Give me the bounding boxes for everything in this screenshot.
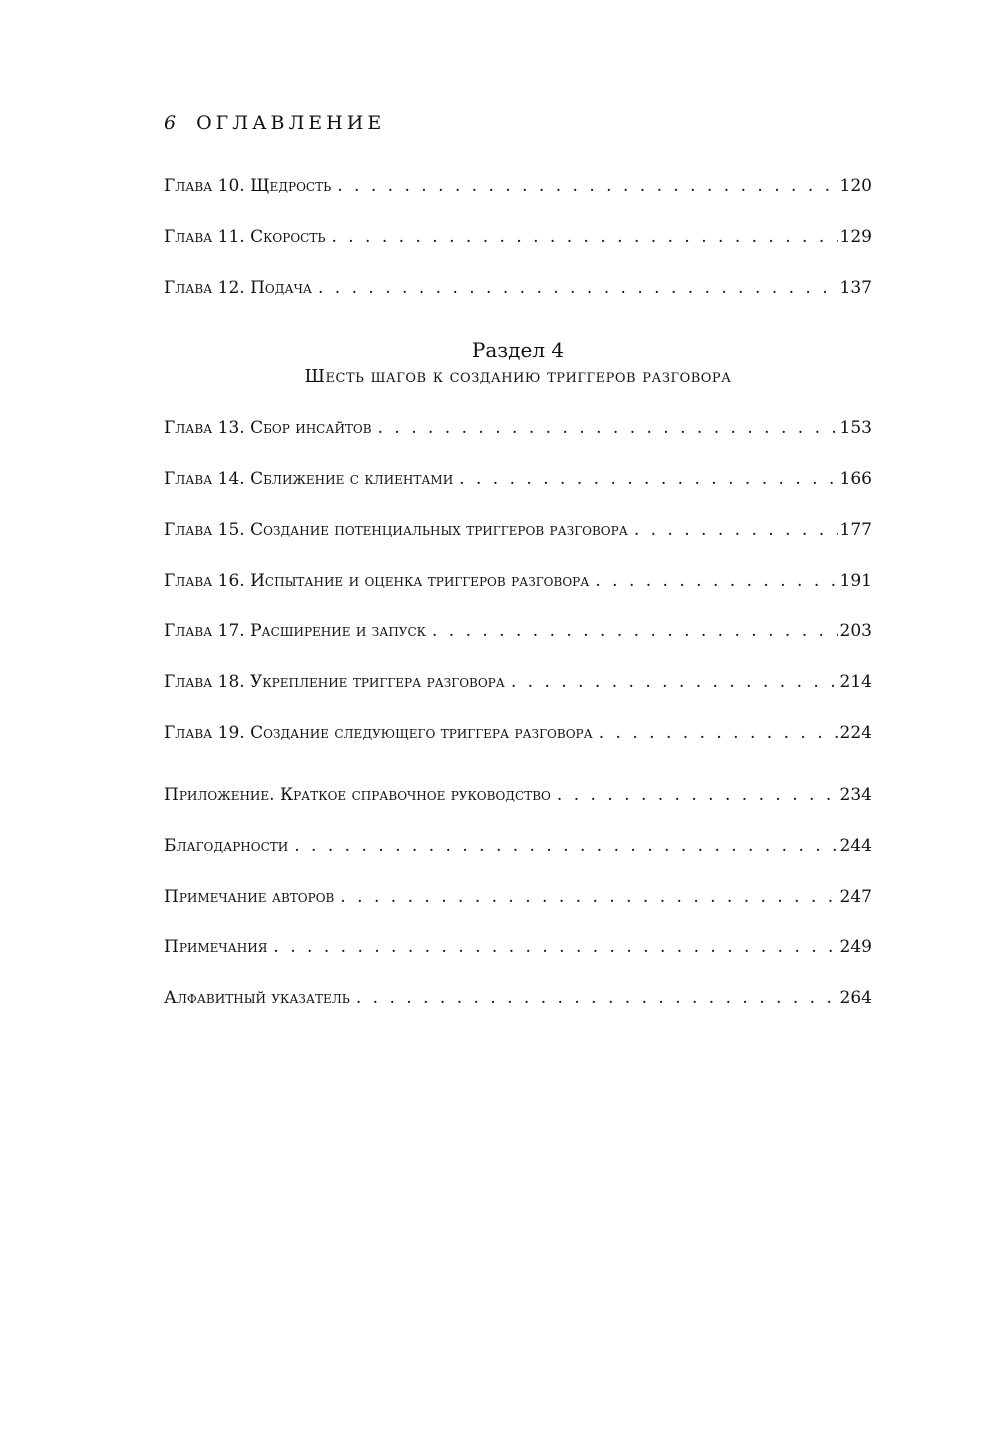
toc-entry-page: 166 [839, 469, 872, 489]
dot-leader [273, 936, 837, 958]
toc-entry[interactable] [164, 417, 872, 439]
section-label: Раздел 4 [471, 338, 565, 362]
toc-entry-title: Глава 16. Испытание и оценка триггеров разговора [164, 571, 590, 591]
toc-entry-page: 120 [839, 176, 872, 196]
dot-leader [557, 784, 838, 806]
toc-entry-page: 129 [839, 227, 872, 247]
dot-leader [378, 417, 838, 439]
toc-entry[interactable] [164, 936, 872, 958]
toc-entry[interactable] [164, 277, 872, 299]
toc-entry-page: 137 [839, 278, 872, 298]
dot-leader [634, 519, 838, 541]
toc-entry[interactable] [164, 671, 872, 693]
toc-entry-page: 191 [839, 571, 872, 591]
toc-entry-page: 203 [839, 621, 872, 641]
dot-leader [595, 570, 837, 592]
toc-entry[interactable] [164, 570, 872, 592]
toc-entry-title: Приложение. Краткое справочное руководство [164, 785, 551, 805]
toc-entry-title: Глава 11. Скорость [164, 227, 326, 247]
toc-entry[interactable] [164, 987, 872, 1009]
toc-entry[interactable] [164, 175, 872, 197]
section-title: Шесть шагов к созданию триггеров разговора [304, 366, 732, 387]
toc-entry-title: Глава 17. Расширение и запуск [164, 621, 426, 641]
toc-entry-title: Глава 14. Сближение с клиентами [164, 469, 454, 489]
dot-leader [459, 468, 837, 490]
toc-entry[interactable] [164, 519, 872, 541]
dot-leader [511, 671, 838, 693]
toc-entry-title: Глава 12. Подача [164, 278, 312, 298]
toc-entry[interactable] [164, 226, 872, 248]
toc-entry-title: Глава 15. Создание потенциальных триггеров разговора [164, 520, 628, 540]
toc-entry-page: 153 [839, 418, 872, 438]
toc-entry-title: Глава 10. Щедрость [164, 176, 332, 196]
toc-entry-page: 214 [839, 672, 872, 692]
running-head-title: ОГЛАВЛЕНИЕ [196, 112, 386, 134]
toc-entry-title: Благодарности [164, 836, 289, 856]
toc-entry-page: 247 [839, 887, 872, 907]
dot-leader [294, 835, 837, 857]
toc-entry[interactable] [164, 835, 872, 857]
page-number: 6 [164, 112, 177, 134]
toc-entry-title: Глава 18. Укрепление триггера разговора [164, 672, 505, 692]
toc-entry-page: 244 [839, 836, 872, 856]
toc-entry-title: Примечания [164, 937, 268, 957]
toc-entry-title: Глава 13. Сбор инсайтов [164, 418, 372, 438]
dot-leader [331, 226, 837, 248]
toc-entry-page: 177 [839, 520, 872, 540]
dot-leader [599, 722, 838, 744]
dot-leader [356, 987, 838, 1009]
toc-entry[interactable] [164, 722, 872, 744]
dot-leader [318, 277, 838, 299]
toc-entry-title: Примечание авторов [164, 887, 335, 907]
toc-entry-page: 224 [839, 723, 872, 743]
dot-leader [340, 886, 837, 908]
toc-entry-title: Алфавитный указатель [164, 988, 350, 1008]
toc-entry[interactable] [164, 620, 872, 642]
toc-entry-page: 249 [839, 937, 872, 957]
toc-entry-title: Глава 19. Создание следующего триггера разговора [164, 723, 593, 743]
toc-entry-page: 264 [839, 988, 872, 1008]
toc-entry[interactable] [164, 468, 872, 490]
toc-entry[interactable] [164, 784, 872, 806]
dot-leader [432, 620, 838, 642]
dot-leader [337, 175, 837, 197]
toc-entry-page: 234 [839, 785, 872, 805]
running-head [164, 112, 385, 134]
toc-entry[interactable] [164, 886, 872, 908]
